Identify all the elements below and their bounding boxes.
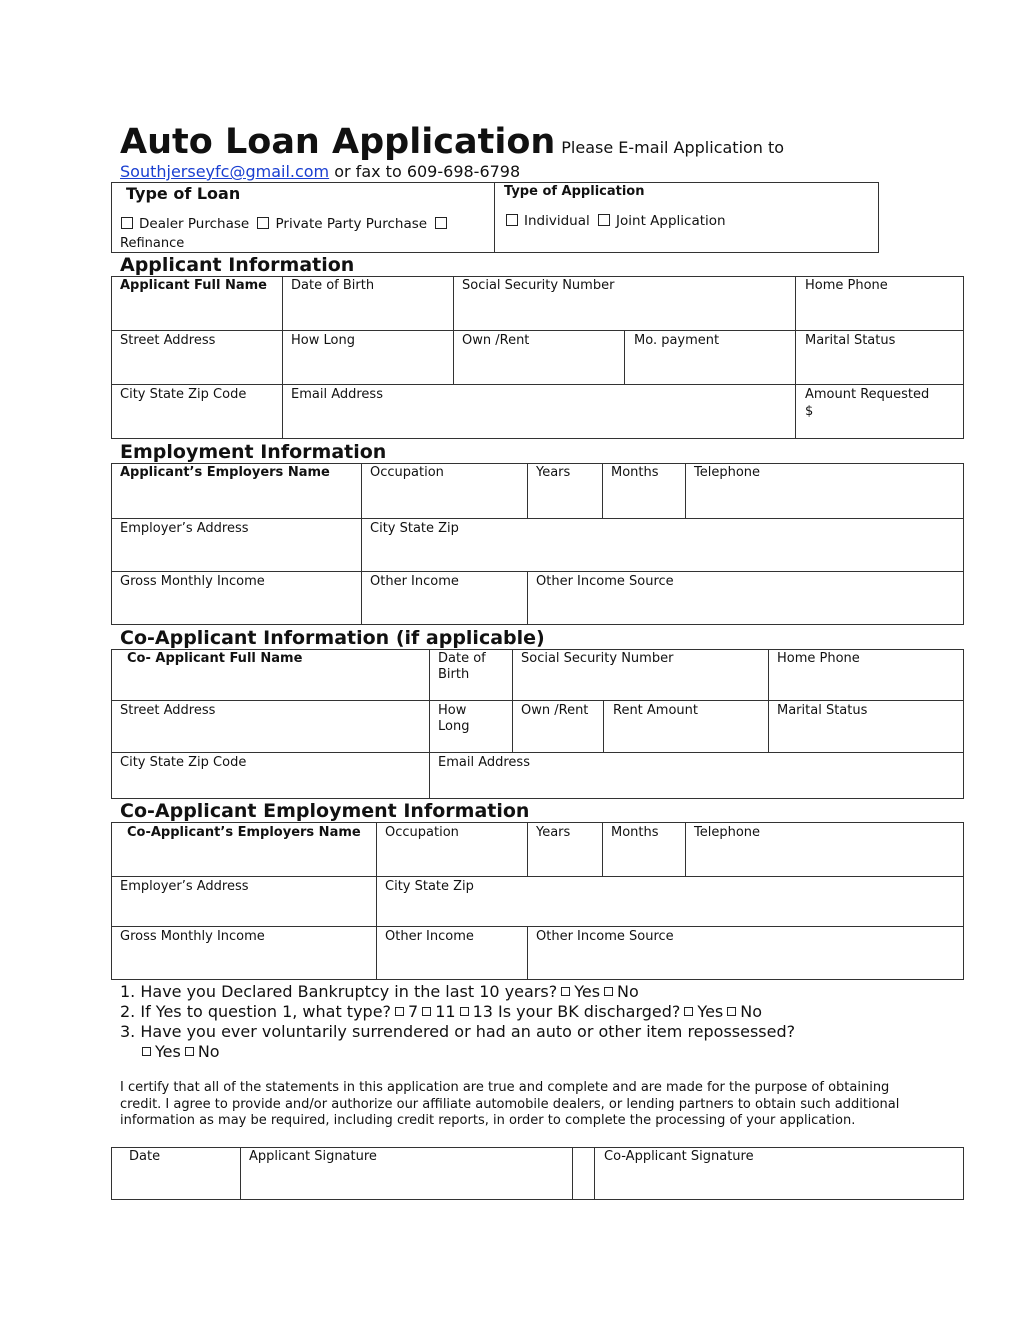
col-line <box>527 571 528 625</box>
coapplicant-how-long-field[interactable]: How <box>438 703 467 718</box>
col-line <box>768 649 769 753</box>
signature-table <box>111 1147 964 1200</box>
other-income-field[interactable]: Other Income <box>370 574 459 589</box>
co-employment-heading: Co-Applicant Employment Information <box>120 800 530 822</box>
employer-city-field[interactable]: City State Zip <box>370 521 459 536</box>
employer-name-field[interactable]: Applicant’s Employers Name <box>120 465 330 480</box>
question-2: 2. If Yes to question 1, what type? 7 11 13 Is your BK discharged? Yes No <box>120 1002 763 1021</box>
email-link[interactable]: Southjerseyfc@gmail.com <box>120 162 330 181</box>
q2-yes-checkbox[interactable] <box>684 1007 693 1016</box>
certification-text: I certify that all of the statements in this application are true and complete and are made for the purpose of obtaining credit. I agree to provide and/or authorize our affiliate automobile dealers, or lending partners to obtain such additional information as may be required, including credit reports, in order to complete the processing of your application. <box>120 1080 900 1128</box>
co-employer-address-field[interactable]: Employer’s Address <box>120 879 249 894</box>
applicant-how-long-field[interactable]: How Long <box>291 333 355 348</box>
co-other-income-field[interactable]: Other Income <box>385 929 474 944</box>
row-line <box>111 752 964 753</box>
col-line <box>361 463 362 625</box>
q2-11-checkbox[interactable] <box>422 1007 431 1016</box>
q1-yes-checkbox[interactable] <box>561 987 570 996</box>
col-line <box>795 276 796 439</box>
co-telephone-field[interactable]: Telephone <box>694 825 761 840</box>
col-line <box>685 822 686 877</box>
other-income-source-field[interactable]: Other Income Source <box>536 574 674 589</box>
applicant-marital-field[interactable]: Marital Status <box>805 333 896 348</box>
coapplicant-own-rent-field[interactable]: Own /Rent <box>521 703 589 718</box>
months-field[interactable]: Months <box>611 465 659 480</box>
applicant-amount-field[interactable]: Amount Requested <box>805 387 930 402</box>
q3-yes-checkbox[interactable] <box>142 1047 151 1056</box>
coapplicant-full-name-field[interactable]: Co- Applicant Full Name <box>127 651 303 666</box>
col-line <box>594 1147 595 1200</box>
col-line <box>429 649 430 799</box>
col-line <box>602 822 603 877</box>
q2-no-checkbox[interactable] <box>727 1007 736 1016</box>
co-employer-city-field[interactable]: City State Zip <box>385 879 474 894</box>
q2-7-checkbox[interactable] <box>395 1007 404 1016</box>
coapplicant-how-long-field-2: Long <box>438 719 470 734</box>
loan-type-heading: Type of Loan <box>126 184 241 203</box>
loan-type-options: Dealer Purchase Private Party Purchase <box>121 216 453 232</box>
coapplicant-city-field[interactable]: City State Zip Code <box>120 755 247 770</box>
row-line <box>111 926 964 927</box>
individual-checkbox[interactable] <box>506 214 518 226</box>
application-type-heading: Type of Application <box>504 184 645 199</box>
col-line <box>527 822 528 877</box>
col-line <box>602 463 603 519</box>
col-line <box>685 463 686 519</box>
col-line <box>282 276 283 439</box>
col-line <box>527 926 528 980</box>
row-line <box>111 384 964 385</box>
applicant-ssn-field[interactable]: Social Security Number <box>462 278 615 293</box>
col-line <box>603 700 604 753</box>
question-3-options: Yes No <box>142 1042 220 1061</box>
coapplicant-dob-field-2: Birth <box>438 667 470 682</box>
coapplicant-heading: Co-Applicant Information (if applicable) <box>120 627 545 649</box>
col-line <box>527 463 528 519</box>
col-line <box>624 330 625 385</box>
occupation-field[interactable]: Occupation <box>370 465 444 480</box>
coapplicant-street-field[interactable]: Street Address <box>120 703 216 718</box>
divider <box>494 182 495 253</box>
applicant-own-rent-field[interactable]: Own /Rent <box>462 333 530 348</box>
application-type-options: Individual Joint Application <box>506 213 726 229</box>
co-employment-table <box>111 822 964 980</box>
q2-13-checkbox[interactable] <box>460 1007 469 1016</box>
row-line <box>111 330 964 331</box>
applicant-dob-field[interactable]: Date of Birth <box>291 278 375 293</box>
q1-no-checkbox[interactable] <box>604 987 613 996</box>
applicant-table <box>111 276 964 439</box>
applicant-home-phone-field[interactable]: Home Phone <box>805 278 888 293</box>
row-line <box>111 571 964 572</box>
question-3: 3. Have you ever voluntarily surrendered or had an auto or other item repossessed? <box>120 1022 796 1041</box>
col-line <box>453 276 454 385</box>
coapplicant-signature-field[interactable]: Co-Applicant Signature <box>604 1149 754 1164</box>
co-gross-income-field[interactable]: Gross Monthly Income <box>120 929 265 944</box>
dollar-sign: $ <box>805 404 814 419</box>
refinance-label: Refinance <box>120 236 185 251</box>
telephone-field[interactable]: Telephone <box>694 465 761 480</box>
joint-application-checkbox[interactable] <box>598 214 610 226</box>
coapplicant-dob-field[interactable]: Date of <box>438 651 486 666</box>
applicant-full-name-field[interactable]: Applicant Full Name <box>120 278 267 293</box>
co-occupation-field[interactable]: Occupation <box>385 825 459 840</box>
col-line <box>512 649 513 753</box>
title-note: Please E-mail Application to <box>561 138 785 157</box>
employment-table <box>111 463 964 625</box>
applicant-mo-payment-field[interactable]: Mo. payment <box>634 333 720 348</box>
applicant-email-field[interactable]: Email Address <box>291 387 383 402</box>
contact-line <box>120 162 520 181</box>
col-line <box>240 1147 241 1200</box>
coapplicant-ssn-field[interactable]: Social Security Number <box>521 651 674 666</box>
page-title: Auto Loan Application Please E-mail Application to <box>120 122 785 162</box>
date-field[interactable]: Date <box>129 1149 161 1164</box>
employer-address-field[interactable]: Employer’s Address <box>120 521 249 536</box>
applicant-heading: Applicant Information <box>120 254 355 276</box>
col-line <box>572 1147 573 1200</box>
co-other-income-source-field[interactable]: Other Income Source <box>536 929 674 944</box>
co-months-field[interactable]: Months <box>611 825 659 840</box>
coapplicant-marital-field[interactable]: Marital Status <box>777 703 868 718</box>
applicant-street-field[interactable]: Street Address <box>120 333 216 348</box>
fax-text: or fax to 609-698-6798 <box>329 162 521 181</box>
coapplicant-rent-amount-field[interactable]: Rent Amount <box>613 703 699 718</box>
applicant-city-field[interactable]: City State Zip Code <box>120 387 247 402</box>
question-1: 1. Have you Declared Bankruptcy in the last 10 years? Yes No <box>120 982 639 1001</box>
co-years-field[interactable]: Years <box>536 825 571 840</box>
row-line <box>111 518 964 519</box>
private-party-checkbox[interactable] <box>257 217 269 229</box>
applicant-signature-field[interactable]: Applicant Signature <box>249 1149 377 1164</box>
row-line <box>111 876 964 877</box>
dealer-purchase-checkbox[interactable] <box>121 217 133 229</box>
coapplicant-table <box>111 649 964 799</box>
q3-no-checkbox[interactable] <box>185 1047 194 1056</box>
coapplicant-email-field[interactable]: Email Address <box>438 755 530 770</box>
col-line <box>376 822 377 980</box>
gross-income-field[interactable]: Gross Monthly Income <box>120 574 265 589</box>
employment-heading: Employment Information <box>120 441 387 463</box>
refinance-checkbox[interactable] <box>435 217 447 229</box>
years-field[interactable]: Years <box>536 465 571 480</box>
row-line <box>111 700 964 701</box>
co-employer-name-field[interactable]: Co-Applicant’s Employers Name <box>127 825 361 840</box>
coapplicant-home-phone-field[interactable]: Home Phone <box>777 651 860 666</box>
